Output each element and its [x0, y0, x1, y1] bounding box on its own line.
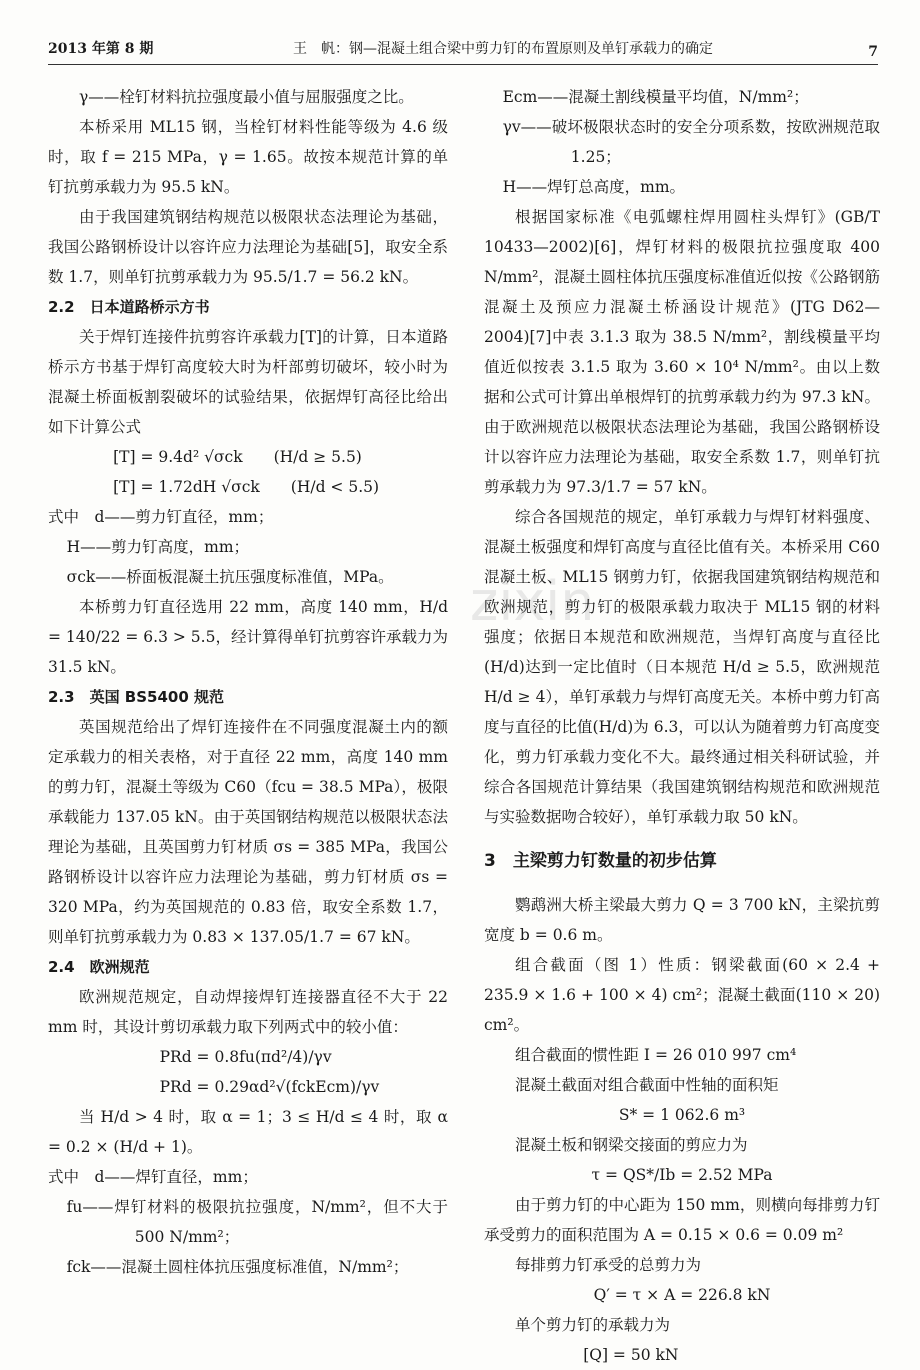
issue-label: 2013 年第 8 期 — [48, 41, 154, 57]
paragraph: 本桥采用 ML15 钢，当栓钉材料性能等级为 4.6 级时，取 f = 215 MPa，γ = 1.65。故按本规范计算的单钉抗剪承载力为 95.5 kN。 — [48, 118, 448, 196]
definition: fu——焊钉材料的极限抗拉强度，N/mm²，但不大于 500 N/mm²； — [66, 1198, 448, 1246]
paragraph: 英国规范给出了焊钉连接件在不同强度混凝土内的额定承载力的相关表格，对于直径 22 mm，高度 140 mm 的剪力钉，混凝土等级为 C60（fcu = 38.5 MPa），极限承载能力 137.05 kN。由于英国钢结构规范以极限状态法理论为基础，且英国剪力钉材质 σs = 385 MPa，我国公路钢桥设计以容许应力法理论为基础，剪力钉材质 σs = 320 MPa，约为英国规范的 0.83 倍，取安全系数 1.7，则单钉抗剪承载力为 0.83 × 137.05/1.7 = 67 kN。 — [48, 718, 448, 946]
definition: H——剪力钉高度，mm； — [66, 538, 250, 556]
equation: Q′ = τ × A = 226.8 kN — [593, 1286, 771, 1304]
paragraph: 每排剪力钉承受的总剪力为 — [515, 1256, 702, 1274]
running-title: 王 帆：钢—混凝土组合梁中剪力钉的布置原则及单钉承载力的确定 — [293, 41, 713, 57]
paragraph: 本桥剪力钉直径选用 22 mm，高度 140 mm，H/d = 140/22 = 6.3 > 5.5，经计算得单钉抗剪容许承载力为 31.5 kN。 — [48, 598, 448, 676]
definition: σck——桥面板混凝土抗压强度标准值，MPa。 — [66, 568, 394, 586]
equation: τ = QS*/Ib = 2.52 MPa — [591, 1166, 773, 1184]
paragraph: 当 H/d > 4 时，取 α = 1；3 ≤ H/d ≤ 4 时，取 α = 0.2 × (H/d + 1)。 — [48, 1108, 448, 1156]
paragraph: 混凝土板和钢梁交接面的剪应力为 — [515, 1136, 748, 1154]
paragraph: 组合截面的惯性距 I = 26 010 997 cm⁴ — [515, 1046, 797, 1064]
section-heading: 2.3 英国 BS5400 规范 — [48, 688, 225, 706]
section-heading: 2.2 日本道路桥示方书 — [48, 298, 210, 316]
paragraph: 由于我国建筑钢结构规范以极限状态法理论为基础，我国公路钢桥设计以容许应力法理论为基础[5]，取安全系数 1.7，则单钉抗剪承载力为 95.5/1.7 = 56.2 kN。 — [48, 208, 448, 286]
definition: γ——栓钉材料抗拉强度最小值与屈服强度之比。 — [79, 88, 414, 106]
definition: H——焊钉总高度，mm。 — [502, 178, 686, 196]
paragraph: 欧洲规范规定，自动焊接焊钉连接器直径不大于 22 mm 时，其设计剪切承载力取下列两式中的较小值： — [48, 988, 448, 1036]
definition: γv——破坏极限状态时的安全分项系数，按欧洲规范取 1.25； — [502, 118, 880, 166]
watermark: zixin — [470, 570, 595, 633]
paragraph: 关于焊钉连接件抗剪容许承载力[T]的计算，日本道路桥示方书基于焊钉高度较大时为杆部剪切破坏，较小时为混凝土桥面板割裂破坏的试验结果，依据焊钉高径比给出如下计算公式 — [48, 328, 448, 436]
equation: [T] = 9.4d² √σck (H/d ≥ 5.5) — [113, 448, 362, 466]
equation: [T] = 1.72dH √σck (H/d < 5.5) — [113, 478, 380, 496]
section-heading: 3 主梁剪力钉数量的初步估算 — [484, 851, 717, 871]
equation: PRd = 0.29αd²√(fckEcm)/γv — [159, 1078, 380, 1096]
definition: Ecm——混凝土割线模量平均值，N/mm²； — [502, 88, 809, 106]
equation: [Q] = 50 kN — [583, 1346, 679, 1364]
equation: PRd = 0.8fu(πd²/4)/γv — [159, 1048, 332, 1066]
definition: 式中 d——剪力钉直径，mm； — [48, 508, 274, 526]
page-number: 7 — [868, 44, 878, 60]
equation: S* = 1 062.6 m³ — [618, 1106, 746, 1124]
right-column — [484, 82, 880, 1370]
page-header — [48, 30, 878, 65]
left-column — [48, 82, 448, 1282]
paragraph: 根据国家标准《电弧螺柱焊用圆柱头焊钉》(GB/T 10433—2002)[6]，焊钉材料的极限抗拉强度取 400 N/mm²，混凝土圆柱体抗压强度标准值近似按《公路钢筋混凝土及预应力混凝土桥涵设计规范》(JTG D62—2004)[7]中表 3.1.3 取为 38.5 N/mm²，割线模量平均值近似按表 3.1.5 取为 3.60 × 10⁴ N/mm²。由以上数据和公式可计算出单根焊钉的抗剪承载力约为 97.3 kN。由于欧洲规范以极限状态法理论为基础，我国公路钢桥设计以容许应力法理论为基础，取安全系数 1.7，则单钉抗剪承载力为 97.3/1.7 = 57 kN。 — [484, 208, 880, 496]
paragraph: 单个剪力钉的承载力为 — [515, 1316, 671, 1334]
section-heading: 2.4 欧洲规范 — [48, 958, 150, 976]
paragraph: 由于剪力钉的中心距为 150 mm，则横向每排剪力钉承受剪力的面积范围为 A = 0.15 × 0.6 = 0.09 m² — [484, 1196, 880, 1244]
paragraph: 混凝土截面对组合截面中性轴的面积矩 — [515, 1076, 779, 1094]
paragraph: 组合截面（图 1）性质：钢梁截面(60 × 2.4 + 235.9 × 1.6 + 100 × 4) cm²；混凝土截面(110 × 20) cm²。 — [484, 956, 880, 1034]
paragraph: 鹦鹉洲大桥主梁最大剪力 Q = 3 700 kN，主梁抗剪宽度 b = 0.6 m。 — [484, 896, 880, 944]
definition: 式中 d——焊钉直径，mm； — [48, 1168, 258, 1186]
paragraph: 综合各国规范的规定，单钉承载力与焊钉材料强度、混凝土板强度和焊钉高度与直径比值有关。本桥采用 C60 混凝土板、ML15 钢剪力钉，依据我国建筑钢结构规范和欧洲规范，剪力钉的极限承载力取决于 ML15 钢的材料强度；依据日本规范和欧洲规范，当焊钉高度与直径比(H/d)达到一定比值时（日本规范 H/d ≥ 5.5，欧洲规范 H/d ≥ 4），单钉承载力与焊钉高度无关。本桥中剪力钉高度与直径的比值(H/d)为 6.3，可以认为随着剪力钉高度变化，剪力钉承载力变化不大。最终通过相关科研试验，并综合各国规范计算结果（我国建筑钢结构规范和欧洲规范与实验数据吻合较好），单钉承载力取 50 kN。 — [484, 508, 880, 826]
definition: fck——混凝土圆柱体抗压强度标准值，N/mm²； — [66, 1258, 409, 1276]
